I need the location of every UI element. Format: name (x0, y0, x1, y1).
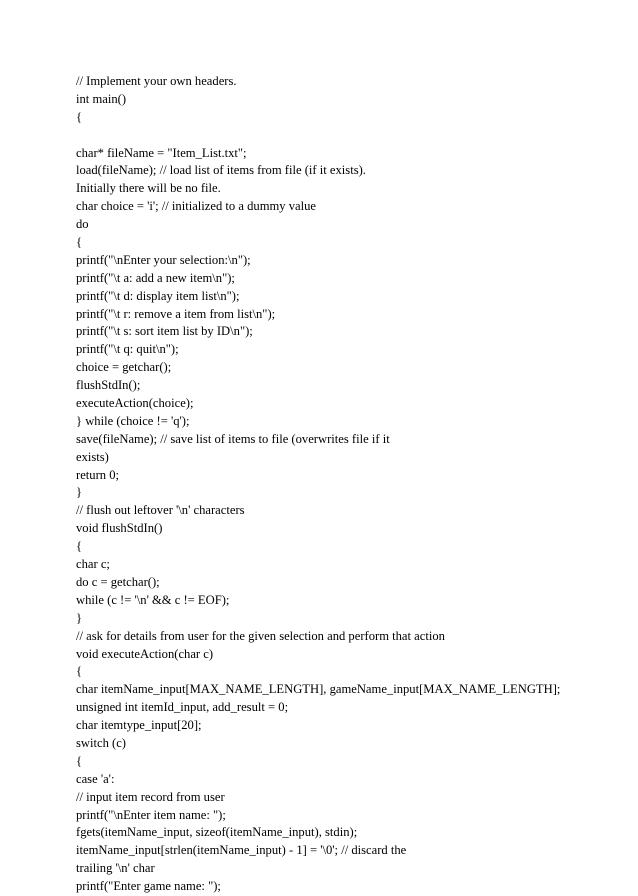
code-line: char c; (76, 557, 110, 572)
code-line: int main() (76, 91, 127, 106)
code-line: char itemtype_input[20]; (76, 718, 202, 733)
code-line: do (76, 217, 89, 232)
code-line: do c = getchar(); (76, 574, 160, 589)
code-line: case 'a': (76, 771, 115, 786)
code-line: printf("\nEnter your selection:\n"); (76, 252, 251, 267)
code-line: // ask for details from user for the given selection and perform that action (76, 628, 445, 643)
code-line (76, 127, 616, 145)
code-line: printf("\t a: add a new item\n"); (76, 270, 235, 285)
code-listing (76, 73, 616, 896)
code-line: printf("\t d: display item list\n"); (76, 288, 240, 303)
code-line: printf("\t s: sort item list by ID\n"); (76, 324, 253, 339)
code-line: char* fileName = "Item_List.txt"; (76, 145, 247, 160)
code-line: executeAction(choice); (76, 396, 194, 411)
code-line: while (c != '\n' && c != EOF); (76, 592, 230, 607)
code-line: // flush out leftover '\n' characters (76, 503, 245, 518)
code-line: { (76, 109, 83, 124)
code-line: void executeAction(char c) (76, 646, 214, 661)
code-line: printf("\nEnter item name: "); (76, 807, 226, 822)
code-line: printf("\t r: remove a item from list\n"); (76, 306, 276, 321)
code-line: printf("\t q: quit\n"); (76, 342, 179, 357)
code-line: switch (c) (76, 735, 127, 750)
code-line: void flushStdIn() (76, 521, 163, 536)
code-line: printf("Enter game name: "); (76, 879, 221, 894)
code-line: return 0; (76, 467, 120, 482)
code-line: { (76, 753, 83, 768)
code-line: char itemName_input[MAX_NAME_LENGTH], gameName_input[MAX_NAME_LENGTH]; (76, 682, 561, 697)
code-line: trailing '\n' char (76, 861, 155, 876)
code-line: } while (choice != 'q'); (76, 413, 190, 428)
code-line: { (76, 235, 83, 250)
code-line: flushStdIn(); (76, 378, 141, 393)
code-line: char choice = 'i'; // initialized to a dummy value (76, 199, 317, 214)
code-line: exists) (76, 449, 109, 464)
code-line: { (76, 539, 83, 554)
code-line: save(fileName); // save list of items to file (overwrites file if it (76, 431, 390, 446)
code-line: choice = getchar(); (76, 360, 172, 375)
code-line: itemName_input[strlen(itemName_input) - 1] = '\0'; // discard the (76, 843, 407, 858)
code-line: fgets(itemName_input, sizeof(itemName_input), stdin); (76, 825, 358, 840)
code-line: { (76, 664, 83, 679)
code-line: // Implement your own headers. (76, 74, 237, 88)
code-line: // input item record from user (76, 789, 225, 804)
code-line: load(fileName); // load list of items from file (if it exists). (76, 163, 366, 178)
code-line: } (76, 485, 83, 500)
code-line: unsigned int itemId_input, add_result = 0; (76, 700, 289, 715)
code-line: Initially there will be no file. (76, 181, 221, 196)
code-line: } (76, 610, 83, 625)
